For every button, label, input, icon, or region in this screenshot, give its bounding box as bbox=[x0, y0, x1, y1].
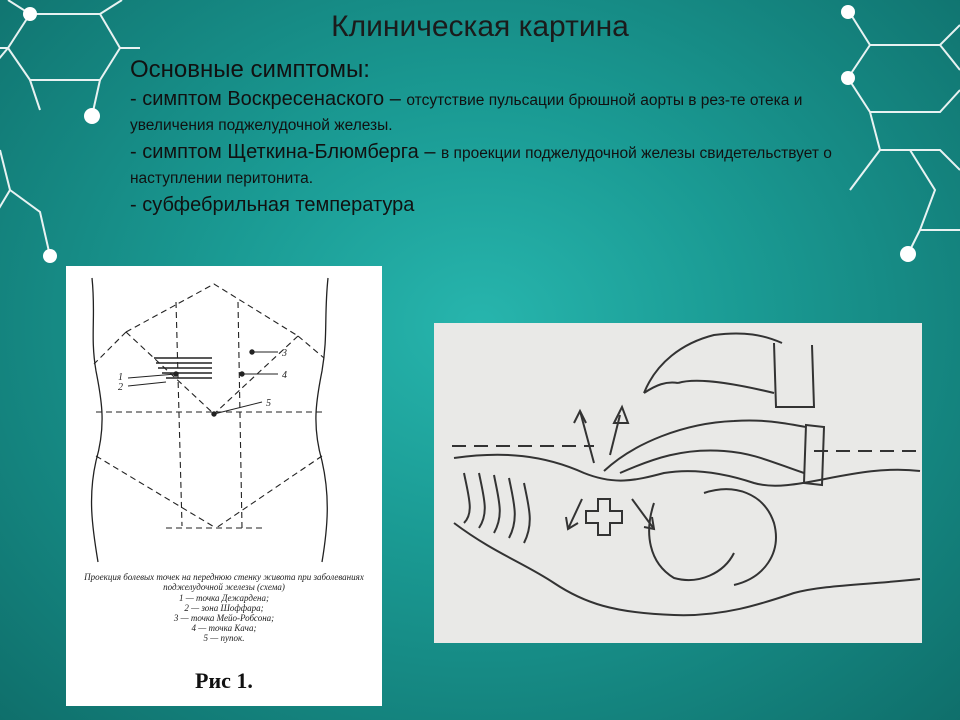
legend-item: 1 — точка Дежардена; bbox=[178, 593, 270, 603]
figure-abdomen-diagram bbox=[66, 266, 382, 706]
figure-label: Рис 1. bbox=[195, 668, 253, 693]
palpation-drawing bbox=[434, 323, 922, 643]
marker-label-5: 5 bbox=[266, 398, 271, 409]
legend-item: 5 — пупок. bbox=[203, 633, 245, 643]
abdomen-scheme-drawing bbox=[66, 266, 382, 566]
legend-item: 3 — точка Мейо-Робсона; bbox=[173, 613, 275, 623]
symptom-item bbox=[130, 87, 850, 138]
symptoms-heading: Основные симптомы: bbox=[130, 56, 370, 83]
slide-title: Клиническая картина bbox=[331, 10, 629, 43]
legend-item: 2 — зона Шоффара; bbox=[184, 603, 264, 613]
symptom-item bbox=[130, 140, 850, 191]
symptom-description: в проекции поджелудочной железы свидетельствует о наступлении перитонита. bbox=[130, 145, 832, 187]
symptom-name: - симптом Щеткина-Блюмберга – bbox=[130, 141, 442, 163]
caption-heading: Проекция болевых точек на переднюю стенку живота при заболеваниях поджелудочной железы (схема) bbox=[84, 572, 364, 592]
figure-caption bbox=[66, 572, 382, 643]
symptoms-block bbox=[130, 55, 850, 219]
symptom-name: - симптом Воскресенаского – bbox=[130, 88, 407, 110]
symptom-description: отсутствие пульсации брюшной аорты в рез-те отека и увеличения поджелудочной железы. bbox=[130, 92, 803, 134]
marker-label-2: 2 bbox=[118, 382, 123, 393]
symptom-name: - субфебрильная температура bbox=[130, 194, 415, 216]
marker-label-4: 4 bbox=[282, 370, 287, 381]
marker-label-1: 1 bbox=[118, 372, 123, 383]
legend-item: 4 — точка Кача; bbox=[191, 623, 257, 633]
marker-label-3: 3 bbox=[282, 348, 287, 359]
symptom-item bbox=[130, 193, 850, 219]
figure-palpation-illustration bbox=[434, 323, 922, 643]
